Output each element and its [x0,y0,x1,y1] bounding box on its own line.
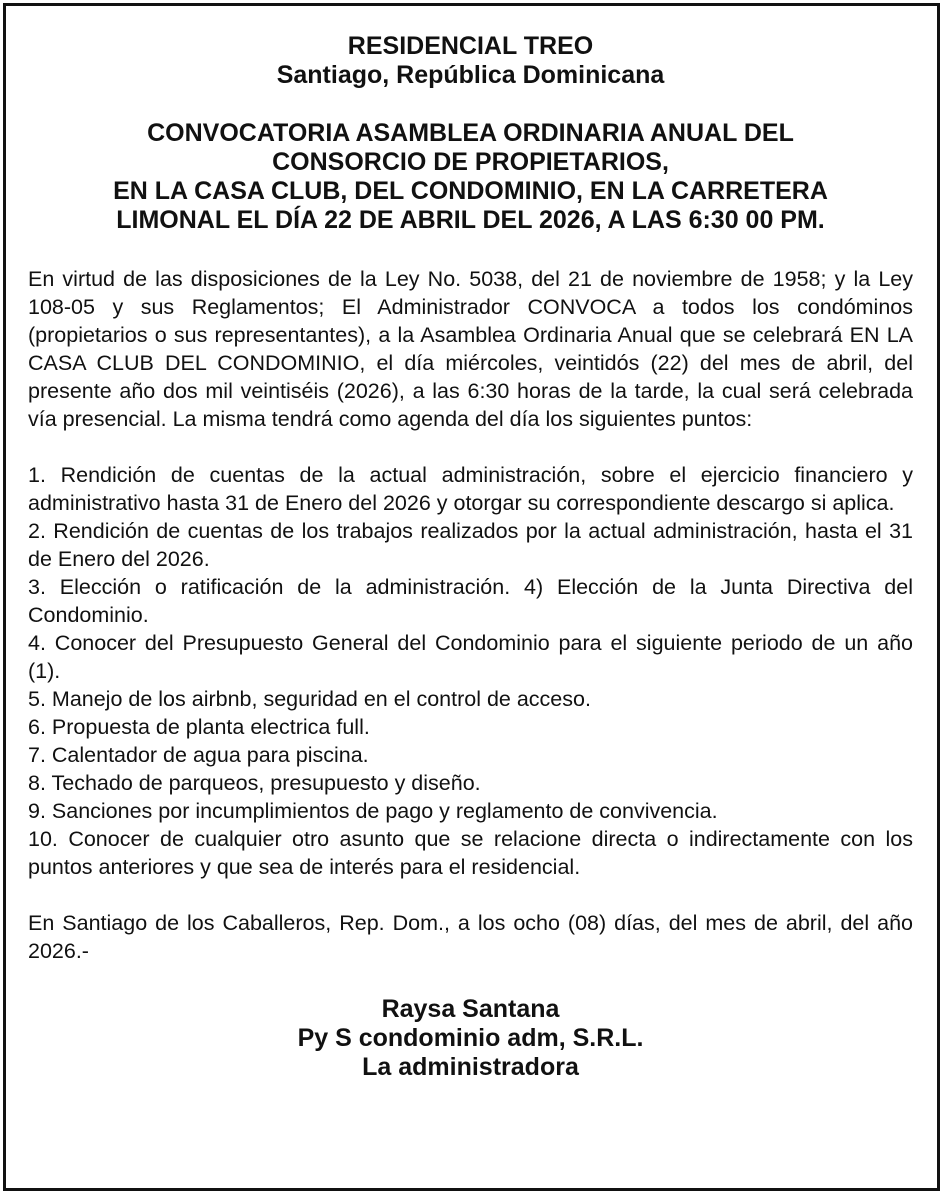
signer-company: Py S condominio adm, S.R.L. [297,1024,644,1052]
agenda-item: 10. Conocer de cualquier otro asunto que se relacione directa o indirectamente con los puntos anteriores y que sea de interés para el residencial. [28,827,913,879]
agenda-item: 4. Conocer del Presupuesto General del Condominio para el siguiente periodo de un año (1). [28,631,913,683]
header-block [28,32,913,90]
closing-paragraph: En Santiago de los Caballeros, Rep. Dom., a los ocho (08) días, del mes de abril, del año 2026.- [28,911,913,963]
title-line: EN LA CASA CLUB, DEL CONDOMINIO, EN LA CARRETERA [113,177,828,205]
title-line: CONSORCIO DE PROPIETARIOS, [272,148,669,176]
agenda-item: 9. Sanciones por incumplimientos de pago y reglamento de convivencia. [28,799,718,823]
agenda-item: 2. Rendición de cuentas de los trabajos realizados por la actual administración, hasta el 31 de Enero del 2026. [28,519,913,571]
title-line: CONVOCATORIA ASAMBLEA ORDINARIA ANUAL DEL [147,119,794,147]
agenda-item: 1. Rendición de cuentas de la actual administración, sobre el ejercicio financiero y administrativo hasta 31 de Enero del 2026 y otorgar su correspondiente descargo si aplica. [28,463,913,515]
intro-paragraph: En virtud de las disposiciones de la Ley No. 5038, del 21 de noviembre de 1958; y la Ley 108-05 y sus Reglamentos; El Administrador CONVOCA a todos los condóminos (propietarios o sus representantes), a la Asamblea Ordinaria Anual que se celebrará EN LA CASA CLUB DEL CONDOMINIO, el día miércoles, veintidós (22) del mes de abril, del presente año dos mil veintiséis (2026), a las 6:30 horas de la tarde, la cual será celebrada vía presencial. La misma tendrá como agenda del día los siguientes puntos: [28,267,913,431]
signer-role: La administradora [362,1053,579,1081]
agenda-item: 8. Techado de parqueos, presupuesto y diseño. [28,771,481,795]
title-line: LIMONAL EL DÍA 22 DE ABRIL DEL 2026, A LAS 6:30 00 PM. [116,206,825,234]
agenda-list [28,461,913,881]
signature-block [28,995,913,1082]
agenda-item: 6. Propuesta de planta electrica full. [28,715,370,739]
agenda-item: 3. Elección o ratificación de la administración. 4) Elección de la Junta Directiva del Condominio. [28,575,913,627]
notice-frame [3,3,940,1191]
agenda-item: 7. Calentador de agua para piscina. [28,743,369,767]
org-location: Santiago, República Dominicana [276,61,665,89]
notice-title [28,119,913,235]
signer-name: Raysa Santana [381,995,560,1023]
agenda-item: 5. Manejo de los airbnb, seguridad en el control de acceso. [28,687,591,711]
org-name: RESIDENCIAL TREO [347,32,594,60]
